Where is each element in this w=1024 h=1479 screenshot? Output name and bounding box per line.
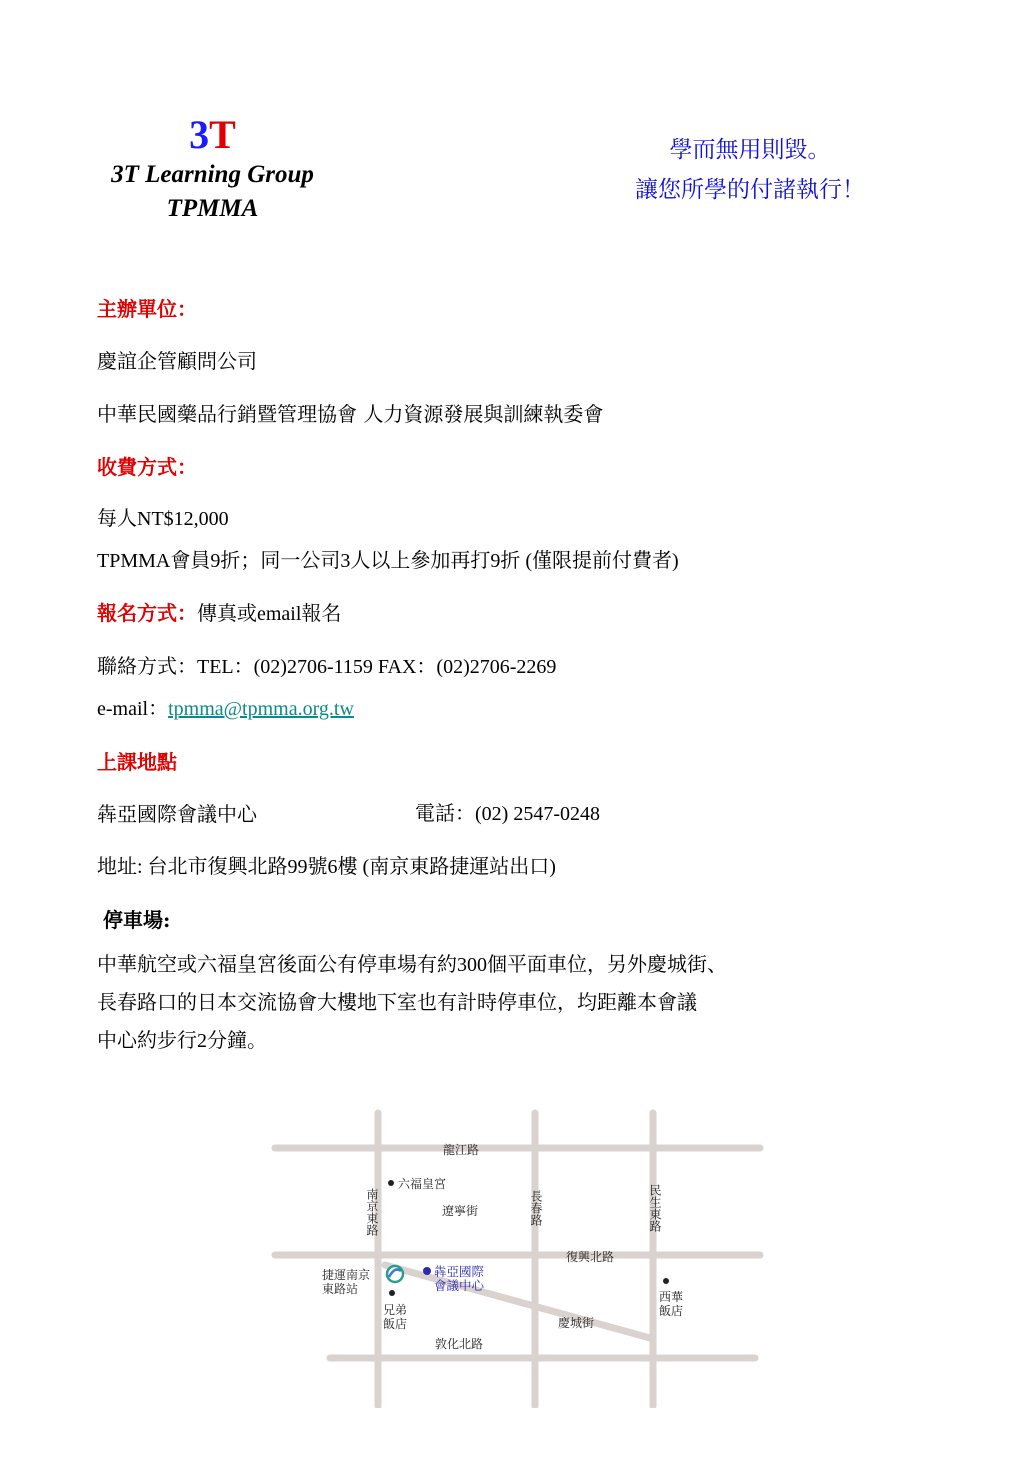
logo-org: TPMMA xyxy=(166,195,259,222)
map-label-brother-1: 兄弟 xyxy=(383,1303,408,1317)
organizer-1: 慶誼企管顧問公司 xyxy=(97,349,257,373)
organizer-2: 中華民國藥品行銷暨管理協會 人力資源發展與訓練執委會 xyxy=(97,402,604,426)
logo-mark: 3T xyxy=(189,112,236,157)
map-label-dunhua: 敦化北路 xyxy=(435,1337,484,1351)
map-label-venue-2: 會議中心 xyxy=(434,1278,485,1293)
sherwood-marker xyxy=(663,1278,669,1284)
map-label-venue-1: 犇亞國際 xyxy=(434,1264,485,1279)
venue-heading: 上課地點 xyxy=(97,750,177,774)
slogan-line-1: 學而無用則毀。 xyxy=(669,137,831,163)
email-link[interactable]: tpmma@tpmma.org.tw xyxy=(168,698,354,720)
map-label-station-2: 東路站 xyxy=(322,1282,359,1296)
map-label-sherwood-1: 西華 xyxy=(659,1290,684,1304)
registration-text: 傳真或email報名 xyxy=(197,603,342,625)
map-label-qingcheng: 慶城街 xyxy=(558,1316,595,1330)
fee-discount: TPMMA會員9折；同一公司3人以上參加再打9折 (僅限提前付費者) xyxy=(97,550,679,572)
map-label-minsheng: 民生東路 xyxy=(648,1184,662,1232)
map-label-sherwood-2: 飯店 xyxy=(659,1304,684,1318)
location-map xyxy=(270,1108,770,1408)
registration-heading: 報名方式： xyxy=(97,603,197,625)
registration-line xyxy=(97,600,341,628)
parking-text xyxy=(97,946,947,1060)
map-label-liufu: 六福皇宮 xyxy=(398,1177,447,1191)
map-label-brother-2: 飯店 xyxy=(383,1317,408,1331)
email-line xyxy=(97,695,354,723)
liufu-marker xyxy=(388,1180,394,1186)
parking-heading: 停車場: xyxy=(103,908,171,932)
logo-subtitle: 3T Learning Group xyxy=(111,161,314,188)
map-label-station-1: 捷運南京 xyxy=(322,1268,371,1282)
logo-block xyxy=(70,112,355,226)
email-label: e-mail： xyxy=(97,698,169,720)
map-label-fuxing: 復興北路 xyxy=(566,1250,615,1264)
slogan-line-2: 讓您所學的付諸執行！ xyxy=(635,177,865,203)
map-label-changchun: 長春路 xyxy=(529,1190,543,1226)
mrt-station-icon xyxy=(387,1266,403,1282)
map-label-liaoning: 遼寧街 xyxy=(442,1204,479,1218)
fee-price: 每人NT$12,000 xyxy=(97,508,229,530)
fee-heading: 收費方式： xyxy=(97,455,197,479)
road-qingcheng xyxy=(385,1265,650,1338)
slogan xyxy=(560,130,940,210)
parking-line-1: 中華航空或六福皇宮後面公有停車場有約300個平面車位，另外慶城街、 xyxy=(97,954,727,976)
contact-line: 聯絡方式：TEL：(02)2706-1159 FAX：(02)2706-2269 xyxy=(97,656,557,678)
organizer-heading: 主辦單位： xyxy=(97,297,197,321)
brother-hotel-marker xyxy=(389,1290,395,1296)
venue-name: 犇亞國際會議中心 xyxy=(97,802,257,826)
venue-address: 地址: 台北市復興北路99號6樓 (南京東路捷運站出口) xyxy=(97,856,556,878)
parking-line-2: 長春路口的日本交流協會大樓地下室也有計時停車位，均距離本會議 xyxy=(97,992,697,1014)
venue-marker xyxy=(423,1267,431,1275)
parking-line-3: 中心約步行2分鐘。 xyxy=(97,1030,267,1052)
venue-phone: 電話：(02) 2547-0248 xyxy=(415,803,600,825)
map-label-longjiang: 龍江路 xyxy=(443,1143,480,1157)
map-label-nanjing: 南京東路 xyxy=(365,1188,379,1236)
